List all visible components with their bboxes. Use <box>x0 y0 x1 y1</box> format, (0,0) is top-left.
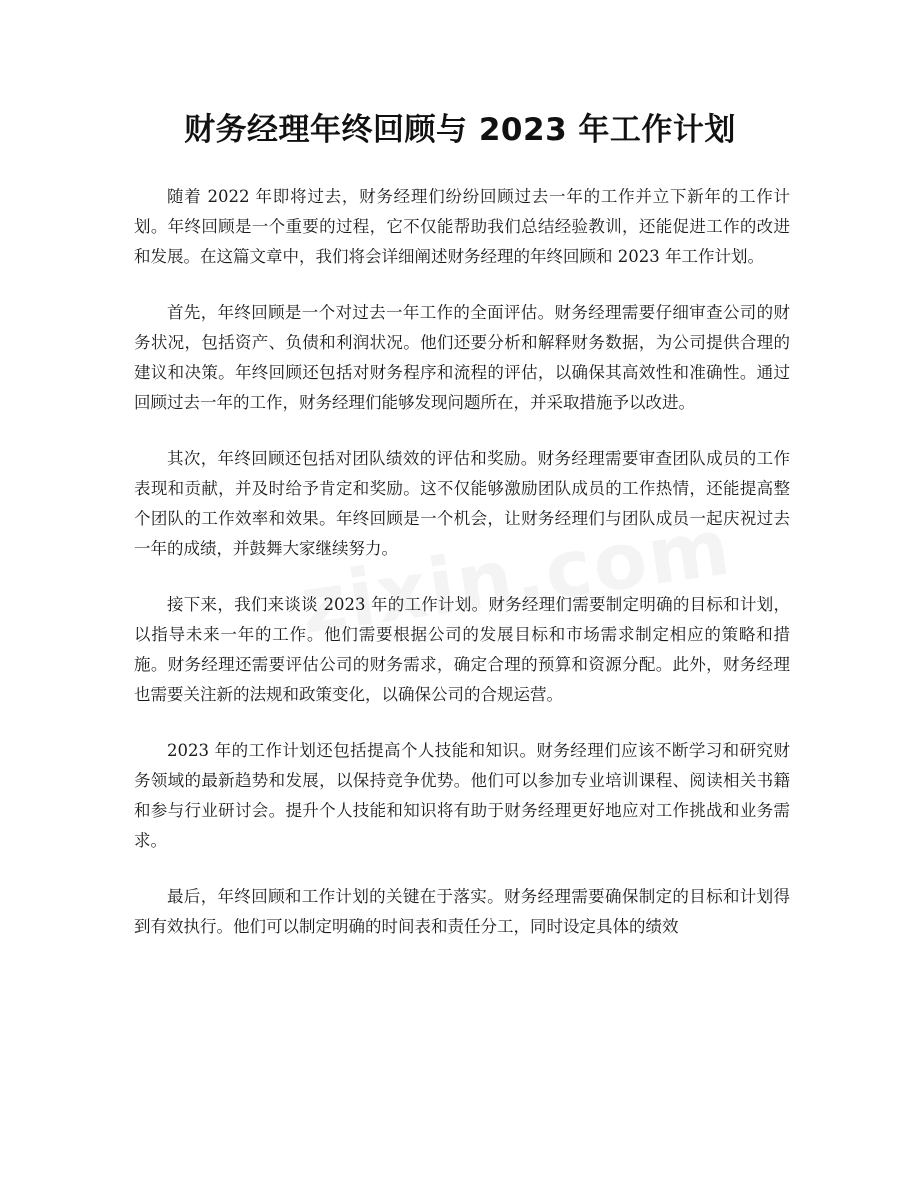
paragraph: 其次，年终回顾还包括对团队绩效的评估和奖励。财务经理需要审查团队成员的工作表现和贡献，并及时给予肯定和奖励。这不仅能够激励团队成员的工作热情，还能提高整个团队的工作效率和效果。年终回顾是一个机会，让财务经理们与团队成员一起庆祝过去一年的成绩，并鼓舞大家继续努力。 <box>134 449 790 558</box>
paragraph: 首先，年终回顾是一个对过去一年工作的全面评估。财务经理需要仔细审查公司的财务状况，包括资产、负债和利润状况。他们还要分析和解释财务数据，为公司提供合理的建议和决策。年终回顾还包括对财务程序和流程的评估，以确保其高效性和准确性。通过回顾过去一年的工作，财务经理们能够发现问题所在，并采取措施予以改进。 <box>134 303 790 412</box>
paragraph: 随着 2022 年即将过去，财务经理们纷纷回顾过去一年的工作并立下新年的工作计划。年终回顾是一个重要的过程，它不仅能帮助我们总结经验教训，还能促进工作的改进和发展。在这篇文章中，我们将会详细阐述财务经理的年终回顾和 2023 年工作计划。 <box>134 187 790 266</box>
document-body <box>134 182 790 968</box>
document-title: 财务经理年终回顾与 2023 年工作计划 <box>184 112 736 148</box>
paragraph: 2023 年的工作计划还包括提高个人技能和知识。财务经理们应该不断学习和研究财务领域的最新趋势和发展，以保持竞争优势。他们可以参加专业培训课程、阅读相关书籍和参与行业研讨会。提升个人技能和知识将有助于财务经理更好地应对工作挑战和业务需求。 <box>134 741 790 850</box>
paragraph: 接下来，我们来谈谈 2023 年的工作计划。财务经理们需要制定明确的目标和计划，以指导未来一年的工作。他们需要根据公司的发展目标和市场需求制定相应的策略和措施。财务经理还需要评估公司的财务需求，确定合理的预算和资源分配。此外，财务经理也需要关注新的法规和政策变化，以确保公司的合规运营。 <box>134 595 790 704</box>
paragraph: 最后，年终回顾和工作计划的关键在于落实。财务经理需要确保制定的目标和计划得到有效执行。他们可以制定明确的时间表和责任分工，同时设定具体的绩效 <box>134 887 790 936</box>
